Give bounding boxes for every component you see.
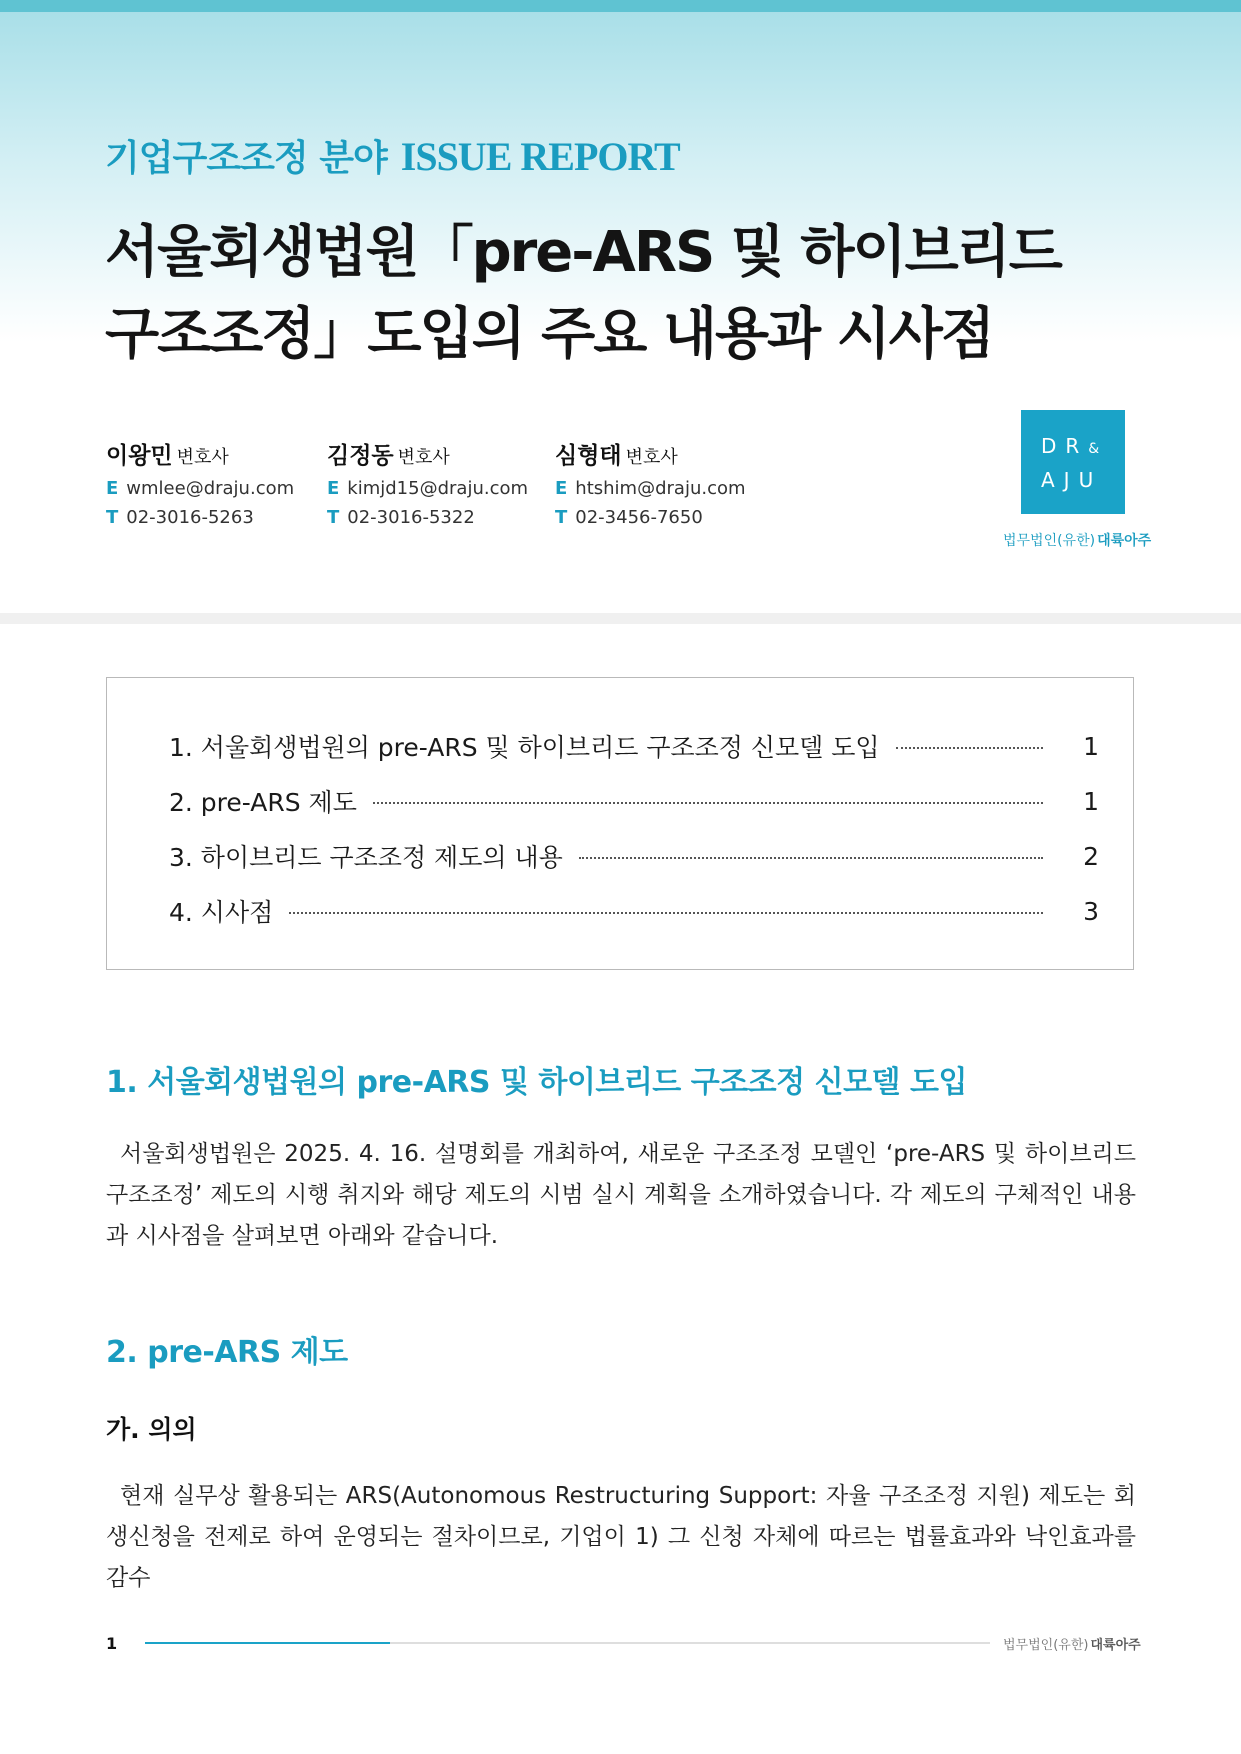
title-line-1: 서울회생법원「pre-ARS 및 하이브리드 bbox=[105, 220, 1061, 285]
author-name-line bbox=[327, 437, 528, 470]
toc-page-number: 1 bbox=[1083, 731, 1099, 761]
toc-leader-dots bbox=[289, 912, 1043, 914]
logo-dr: DR bbox=[1041, 434, 1089, 458]
tel-key: T bbox=[327, 507, 340, 528]
toc-item[interactable] bbox=[169, 728, 1099, 764]
toc-leader-dots bbox=[373, 802, 1043, 804]
author-name: 이왕민 bbox=[106, 443, 173, 469]
report-subtitle bbox=[105, 130, 680, 181]
author-card bbox=[327, 437, 528, 528]
section-1-body: 서울회생법원은 2025. 4. 16. 설명회를 개최하여, 새로운 구조조정 모델인 ‘pre-ARS 및 하이브리드 구조조정’ 제도의 시행 취지와 해당 제도의 시범 실시 계획을 소개하였습니다. 각 제도의 구체적인 내용과 시사점을 살펴보면 아래와 같습니다. bbox=[106, 1141, 1136, 1249]
author-email[interactable]: wmlee@draju.com bbox=[126, 478, 295, 499]
email-key: E bbox=[106, 478, 119, 499]
footer-rule-accent bbox=[145, 1642, 390, 1644]
email-key: E bbox=[327, 478, 340, 499]
author-card bbox=[555, 437, 746, 528]
author-email[interactable]: htshim@draju.com bbox=[575, 478, 746, 499]
tel-key: T bbox=[106, 507, 119, 528]
author-tel: 02-3456-7650 bbox=[575, 507, 703, 528]
toc-item[interactable] bbox=[169, 783, 1099, 819]
subtitle-category: 기업구조조정 분야 bbox=[105, 138, 387, 179]
logo-ampersand: & bbox=[1088, 441, 1100, 457]
footer-firm-label: 대륙아주 bbox=[1090, 1638, 1141, 1653]
page-title bbox=[105, 212, 1145, 376]
author-tel: 02-3016-5322 bbox=[347, 507, 475, 528]
section-2-subheading: 가. 의의 bbox=[106, 1415, 197, 1444]
section-2-heading: 2. pre-ARS 제도 bbox=[106, 1335, 348, 1370]
author-role: 변호사 bbox=[397, 447, 450, 468]
section-1-heading: 1. 서울회생법원의 pre-ARS 및 하이브리드 구조조정 신모델 도입 bbox=[106, 1065, 967, 1100]
subtitle-issue-report: ISSUE REPORT bbox=[400, 134, 680, 179]
author-card bbox=[106, 437, 294, 528]
toc-leader-dots bbox=[896, 747, 1043, 749]
email-key: E bbox=[555, 478, 568, 499]
footer-rule bbox=[145, 1642, 990, 1644]
author-tel-line bbox=[555, 507, 746, 528]
author-email[interactable]: kimjd15@draju.com bbox=[347, 478, 529, 499]
author-email-line bbox=[106, 478, 294, 499]
footer-page-number: 1 bbox=[106, 1634, 118, 1653]
author-email-line bbox=[327, 478, 528, 499]
toc-label: 3. 하이브리드 구조조정 제도의 내용 bbox=[169, 843, 563, 872]
toc-label: 2. pre-ARS 제도 bbox=[169, 788, 357, 817]
toc-item[interactable] bbox=[169, 893, 1099, 929]
title-line-2: 구조조정」도입의 주요 내용과 시사점 bbox=[105, 302, 993, 367]
toc-page-number: 2 bbox=[1083, 841, 1099, 871]
author-tel: 02-3016-5263 bbox=[126, 507, 254, 528]
author-email-line bbox=[555, 478, 746, 499]
toc-label: 4. 시사점 bbox=[169, 898, 274, 927]
section-divider bbox=[0, 613, 1241, 624]
firm-name: 대륙아주 bbox=[1097, 533, 1152, 549]
author-role: 변호사 bbox=[176, 447, 229, 468]
toc-item[interactable] bbox=[169, 838, 1099, 874]
footer-firm-prefix: 법무법인(유한) bbox=[1003, 1638, 1089, 1653]
toc-page-number: 3 bbox=[1083, 896, 1099, 926]
toc-label: 1. 서울회생법원의 pre-ARS 및 하이브리드 구조조정 신모델 도입 bbox=[169, 733, 880, 762]
author-tel-line bbox=[327, 507, 528, 528]
author-name-line bbox=[106, 437, 294, 470]
top-accent-bar bbox=[0, 0, 1241, 12]
logo-row-2: AJU bbox=[1041, 468, 1103, 492]
logo-row-1 bbox=[1041, 434, 1099, 458]
author-name-line bbox=[555, 437, 746, 470]
toc-leader-dots bbox=[579, 857, 1043, 859]
author-name: 심형태 bbox=[555, 443, 622, 469]
author-name: 김정동 bbox=[327, 443, 394, 469]
author-tel-line bbox=[106, 507, 294, 528]
firm-logo bbox=[1021, 410, 1125, 514]
table-of-contents bbox=[106, 677, 1134, 970]
author-role: 변호사 bbox=[625, 447, 678, 468]
section-2-body: 현재 실무상 활용되는 ARS(Autonomous Restructuring Support: 자율 구조조정 지원) 제도는 회생신청을 전제로 하여 운영되는 절차이므로, 기업이 1) 그 신청 자체에 따르는 법률효과와 낙인효과를 감수 bbox=[106, 1483, 1136, 1591]
logo-firm-name bbox=[1003, 530, 1151, 550]
footer-firm-name bbox=[1003, 1634, 1141, 1653]
tel-key: T bbox=[555, 507, 568, 528]
toc-page-number: 1 bbox=[1083, 786, 1099, 816]
firm-prefix: 법무법인(유한) bbox=[1003, 533, 1096, 549]
